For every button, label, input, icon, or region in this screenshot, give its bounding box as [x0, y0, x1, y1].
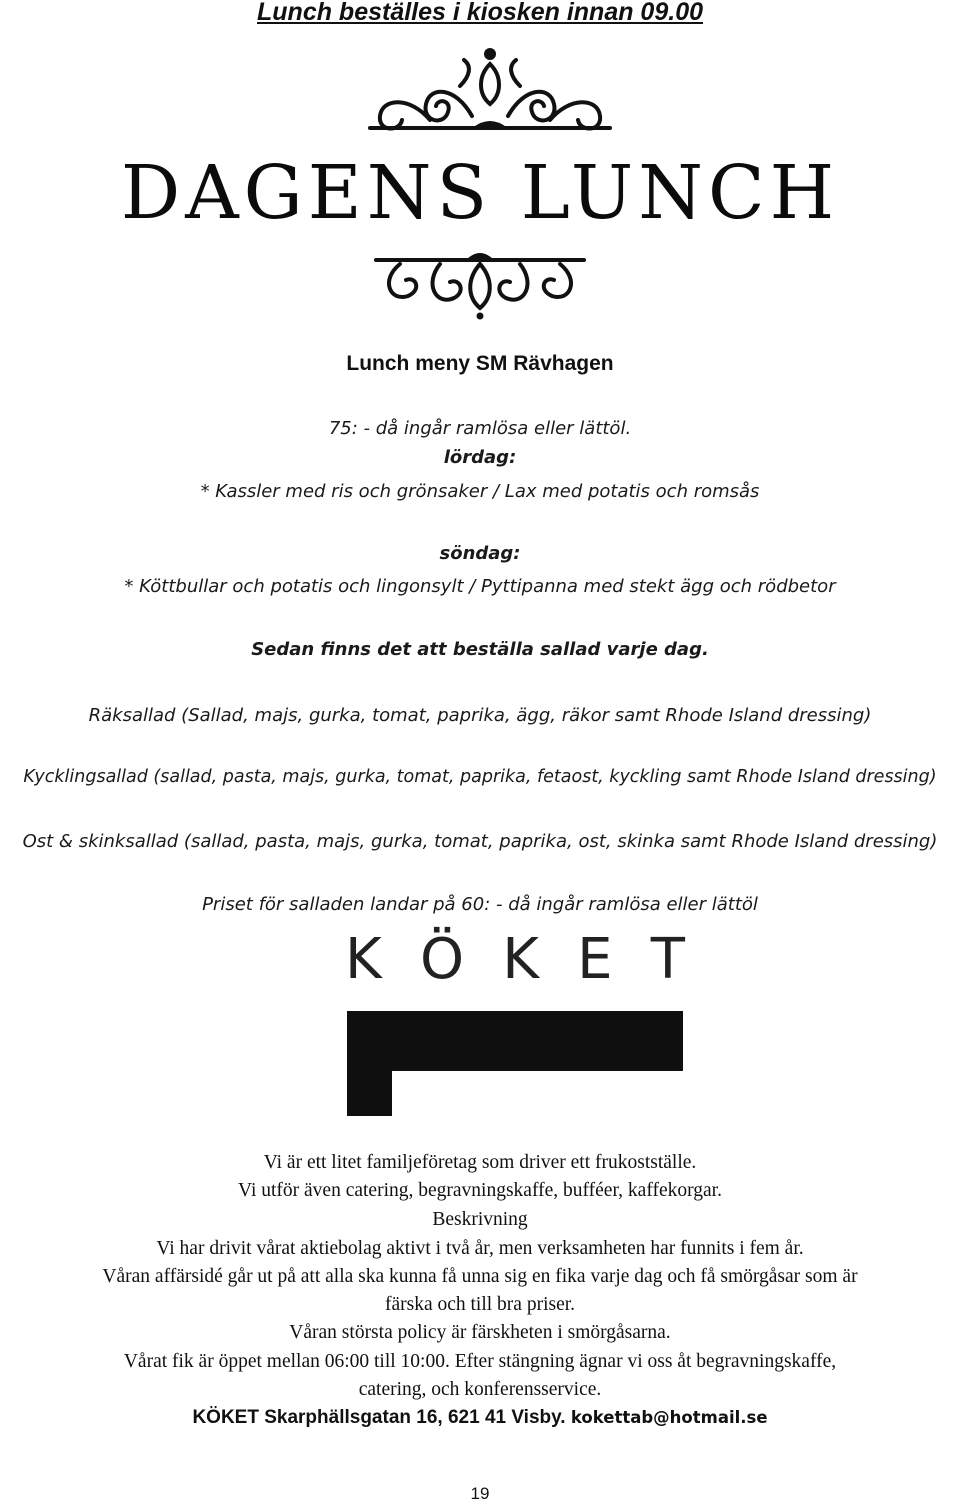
address-text: KÖKET Skarphällsgatan 16, 621 41 Visby. [192, 1407, 566, 1428]
koket-logo [345, 927, 685, 992]
koket-logo-cutout [392, 1071, 683, 1116]
info-line: Vårat fik är öppet mellan 06:00 till 10:00. Efter stängning ägnar vi oss åt begravningskaffe, [123, 1351, 837, 1372]
koket-logo-letter: T [650, 927, 685, 992]
lunch-price-line: 75: - då ingår ramlösa eller lättöl. [328, 418, 632, 439]
info-line: Beskrivning [432, 1209, 528, 1230]
info-line: Våran affärsidé går ut på att alla ska kunna få unna sig en fika varje dag och få smörgåsar som är [102, 1266, 858, 1287]
ornament-top-icon [360, 46, 620, 136]
saturday-dishes: * Kassler med ris och grönsaker / Lax med potatis och romsås [200, 481, 760, 502]
info-line: färska och till bra priser. [384, 1294, 576, 1315]
info-line: Våran största policy är färskheten i smörgåsarna. [289, 1322, 671, 1343]
koket-logo-letter: Ö [419, 927, 465, 992]
salad-item: Räksallad (Sallad, majs, gurka, tomat, paprika, ägg, räkor samt Rhode Island dressing) [88, 705, 872, 726]
koket-logo-letter: K [502, 927, 539, 992]
salad-price-line: Priset för salladen landar på 60: - då ingår ramlösa eller lättöl [202, 894, 758, 915]
info-line: Vi har drivit vårat aktiebolag aktivt i två år, men verksamheten har funnits i fem år. [156, 1238, 804, 1259]
sunday-label: söndag: [439, 543, 521, 564]
order-deadline-note: Lunch beställes i kiosken innan 09.00 [257, 0, 703, 26]
info-line: catering, och konferensservice. [358, 1379, 602, 1400]
koket-logo-letter: K [345, 927, 382, 992]
menu-heading: Lunch meny SM Rävhagen [346, 352, 614, 375]
ornament-bottom-icon [370, 240, 590, 320]
sunday-dishes: * Köttbullar och potatis och lingonsylt / Pyttipanna med stekt ägg och rödbetor [124, 576, 836, 597]
email-address[interactable]: kokettab@hotmail.se [570, 1408, 768, 1427]
salad-note: Sedan finns det att beställa sallad varje dag. [251, 639, 709, 660]
dagens-lunch-logo-title: DAGENS LUNCH [120, 150, 840, 236]
salad-item: Kycklingsallad (sallad, pasta, majs, gurka, tomat, paprika, fetaost, kyckling samt Rhode Island dressing) [23, 767, 937, 787]
saturday-label: lördag: [443, 447, 517, 468]
address-line [0, 1407, 960, 1429]
info-line: Vi utför även catering, begravningskaffe, bufféer, kaffekorgar. [238, 1180, 722, 1201]
info-line: Vi är ett litet familjeföretag som driver ett frukostställe. [263, 1152, 697, 1173]
salad-item: Ost & skinksallad (sallad, pasta, majs, gurka, tomat, paprika, ost, skinka samt Rhode Island dressing) [22, 831, 938, 852]
page-number: 19 [470, 1484, 490, 1503]
koket-logo-letter: E [577, 927, 613, 992]
